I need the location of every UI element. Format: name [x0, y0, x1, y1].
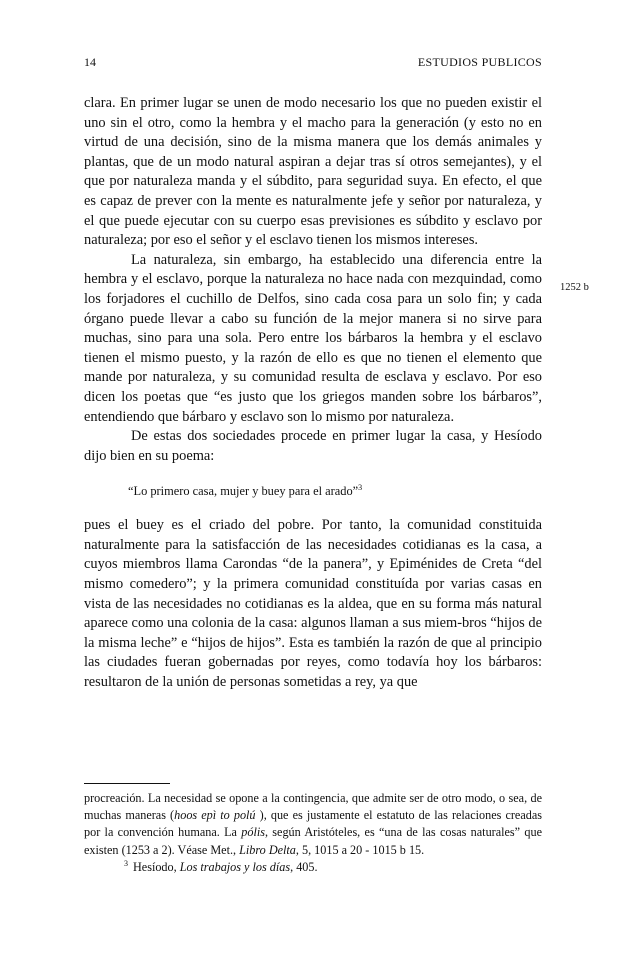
fn-italic-title: Libro Delta	[239, 842, 296, 857]
paragraph-4: pues el buey es el criado del pobre. Por tanto, la comunidad constituida naturalmente para la satisfacción de las necesidades cotidianas es la casa, a cuyos miembros llama Carondas “de la panera”, y Epiménides de Creta “del mismo comedero”; y la primera comunidad constituída por varias casas en vista de las necesidades no cotidianas es la aldea, que en su forma más natural aparece como una colonia de la casa: algunos llaman a sus miem-bros “hijos de la misma leche” e “hijos de hijos”. Esta es también la razón de que al principio las ciudades fueran gobernadas por reyes, como todavía hoy los bárbaros: resultaron de la unión de personas sometidas a rey, ya que	[84, 517, 542, 691]
paragraph-3: De estas dos sociedades procede en primer lugar la casa, y Hesíodo dijo bien en su poema:	[84, 428, 542, 464]
fn-text: , según Aristóteles, es “una de las cosas naturales” que existen (1253 a 2). Véase Met.,	[84, 825, 542, 857]
footnote-2-continuation	[84, 790, 542, 859]
fn-text: procreación. La necesidad se opone a la contingencia, que admite ser de otro modo, o sea, de muchas maneras (	[84, 791, 542, 823]
fn-italic-greek: hoos epì to polú	[174, 808, 256, 823]
body-text	[84, 94, 542, 693]
page-header	[84, 55, 542, 73]
margin-reference: 1252 b	[560, 282, 589, 293]
footnote-ref-3[interactable]: 3	[358, 483, 363, 493]
fn-italic-title: Los trabajos y los días	[179, 859, 291, 874]
page-number: 14	[84, 55, 96, 69]
fn-text: Hesíodo,	[133, 859, 180, 874]
footnote-divider	[84, 783, 170, 784]
fn-text: , 5, 1015 a 20 - 1015 b 15.	[295, 842, 425, 857]
verse-quote	[128, 482, 542, 500]
footnotes	[84, 790, 542, 876]
paragraph-2: La naturaleza, sin embargo, ha establecido una diferencia entre la hembra y el esclavo, porque la naturaleza no hace nada con mezquindad, como los forjadores el cuchillo de Delfos, sino cada cosa para un solo fin; y cada órgano puede llevar a cabo su función de la mejor manera si no sirve para muchas, sino para una sola. Pero entre los bárbaros la hembra y el esclavo tienen el mismo puesto, y la razón de ello es que no tienen el elemento que mande por naturaleza, y su comunidad resulta de esclava y esclavo. Por eso dicen los poetas que “es justo que los griegos manden sobre los bárbaros”, entendiendo que bárbaro y esclavo son lo mismo por naturaleza.	[84, 251, 542, 425]
footnote-number: 3	[124, 858, 128, 868]
fn-text: , 405.	[290, 859, 318, 874]
quote-text: “Lo primero casa, mujer y buey para el arado”	[128, 484, 359, 499]
running-title: ESTUDIOS PUBLICOS	[417, 55, 542, 69]
fn-text: ), que es justamente el estatuto de las relaciones creadas por la convención humana. La	[84, 808, 542, 840]
paragraph-1: clara. En primer lugar se unen de modo necesario los que no pueden existir el uno sin el otro, como la hembra y el macho para la generación (y esto no en virtud de una decisión, sino de la misma manera que los demás animales y plantas, que de un modo natural aspiran a dejar tras sí otros semejantes), y el que por naturaleza manda y el súbdito, para seguridad suya. En efecto, el que es capaz de prever con la mente es naturalmente jefe y señor por naturaleza, y el que puede ejecutar con su cuerpo esas previsiones es súbdito y esclavo por naturaleza; por eso el señor y el esclavo tienen los mismos intereses.	[84, 95, 542, 249]
fn-italic-polis: pólis	[241, 825, 265, 840]
footnote-3	[84, 859, 542, 876]
